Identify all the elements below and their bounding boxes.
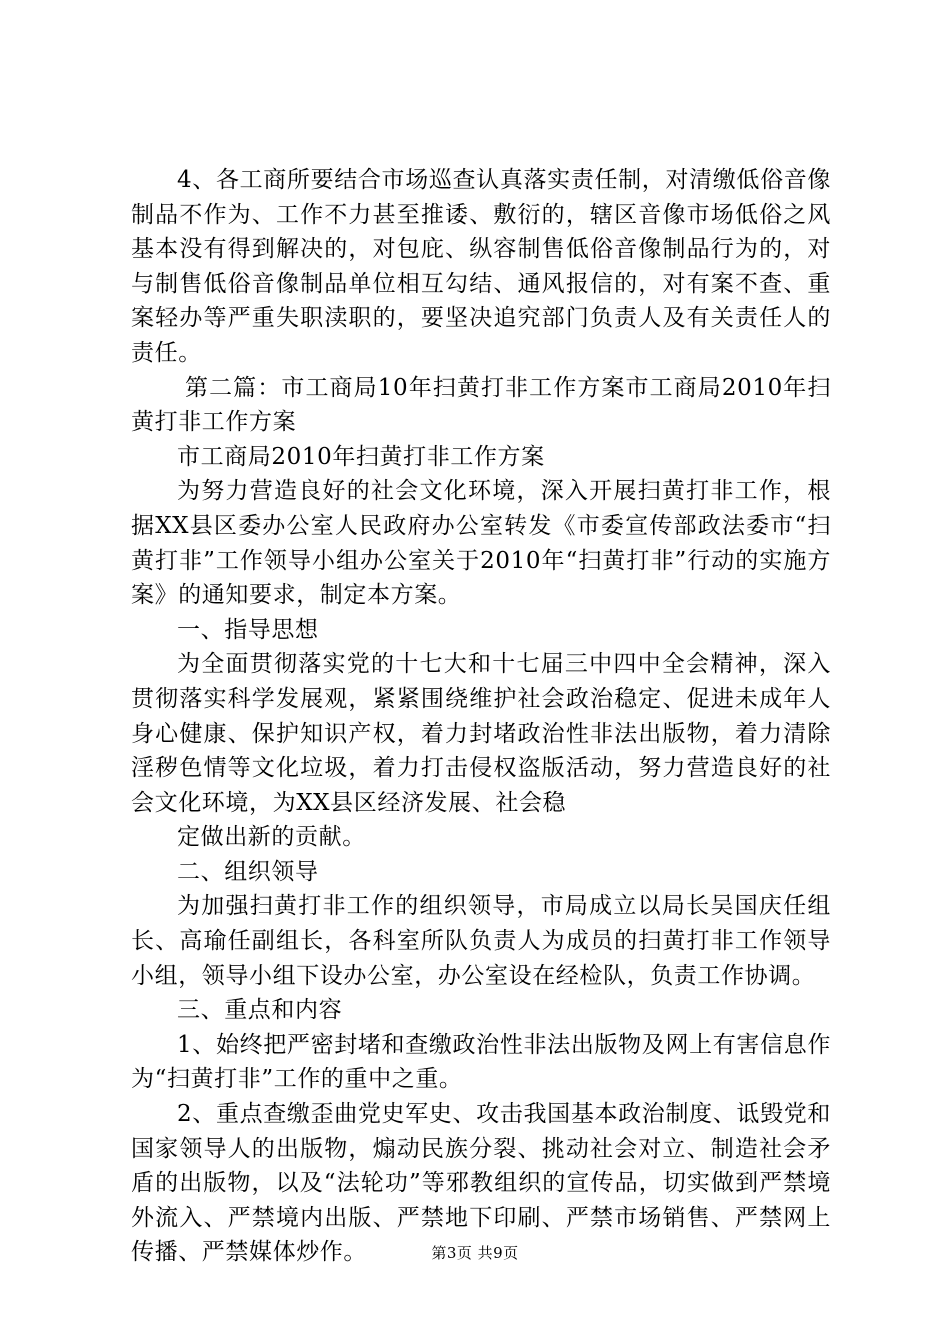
- paragraph-guiding-thought-cont: 定做出新的贡献。: [177, 824, 366, 851]
- document-body: [131, 163, 831, 1270]
- paragraph-organization: 为加强扫黄打非工作的组织领导，市局成立以局长吴国庆任组长、高瑜任副组长，各科室所队负责人为成员的扫黄打非工作领导小组，领导小组下设办公室，办公室设在经检队，负责工作协调。: [131, 893, 831, 989]
- paragraph-1: 4、各工商所要结合市场巡查认真落实责任制，对清缴低俗音像制品不作为、工作不力甚至推诿、敷衍的，辖区音像市场低俗之风基本没有得到解决的，对包庇、纵容制售低俗音像制品行为的，对与制售低俗音像制品单位相互勾结、通风报信的，对有案不查、重案轻办等严重失职渎职的，要坚决追究部门负责人及有关责任人的责任。: [131, 167, 831, 366]
- heading-key-points: 三、重点和内容: [177, 997, 343, 1024]
- section-title-2: 第二篇：市工商局10年扫黄打非工作方案市工商局2010年扫黄打非工作方案: [131, 374, 831, 436]
- subtitle: 市工商局2010年扫黄打非工作方案: [177, 443, 545, 470]
- paragraph-key-point-2: 2、重点查缴歪曲党史军史、攻击我国基本政治制度、诋毁党和国家领导人的出版物，煽动民族分裂、挑动社会对立、制造社会矛盾的出版物，以及“法轮功”等邪教组织的宣传品，切实做到严禁境外流入、严禁境内出版、严禁地下印刷、严禁市场销售、严禁网上传播、严禁媒体炒作。: [131, 1101, 831, 1266]
- paragraph-key-point-1: 1、始终把严密封堵和查缴政治性非法出版物及网上有害信息作为“扫黄打非”工作的重中之重。: [131, 1031, 831, 1093]
- heading-guiding-thought: 一、指导思想: [177, 616, 319, 643]
- paragraph-intro: 为努力营造良好的社会文化环境，深入开展扫黄打非工作，根据XX县区委办公室人民政府办公室转发《市委宣传部政法委市“扫黄打非”工作领导小组办公室关于2010年“扫黄打非”行动的实施方案》的通知要求，制定本方案。: [131, 478, 831, 609]
- paragraph-guiding-thought: 为全面贯彻落实党的十七大和十七届三中四中全会精神，深入贯彻落实科学发展观，紧紧围绕维护社会政治稳定、促进未成年人身心健康、保护知识产权，着力封堵政治性非法出版物，着力清除淫秽色情等文化垃圾，着力打击侵权盗版活动，努力营造良好的社会文化环境，为XX县区经济发展、社会稳: [131, 651, 831, 816]
- page-number-footer: 第3页 共9页: [431, 1244, 519, 1262]
- heading-organization: 二、组织领导: [177, 858, 319, 885]
